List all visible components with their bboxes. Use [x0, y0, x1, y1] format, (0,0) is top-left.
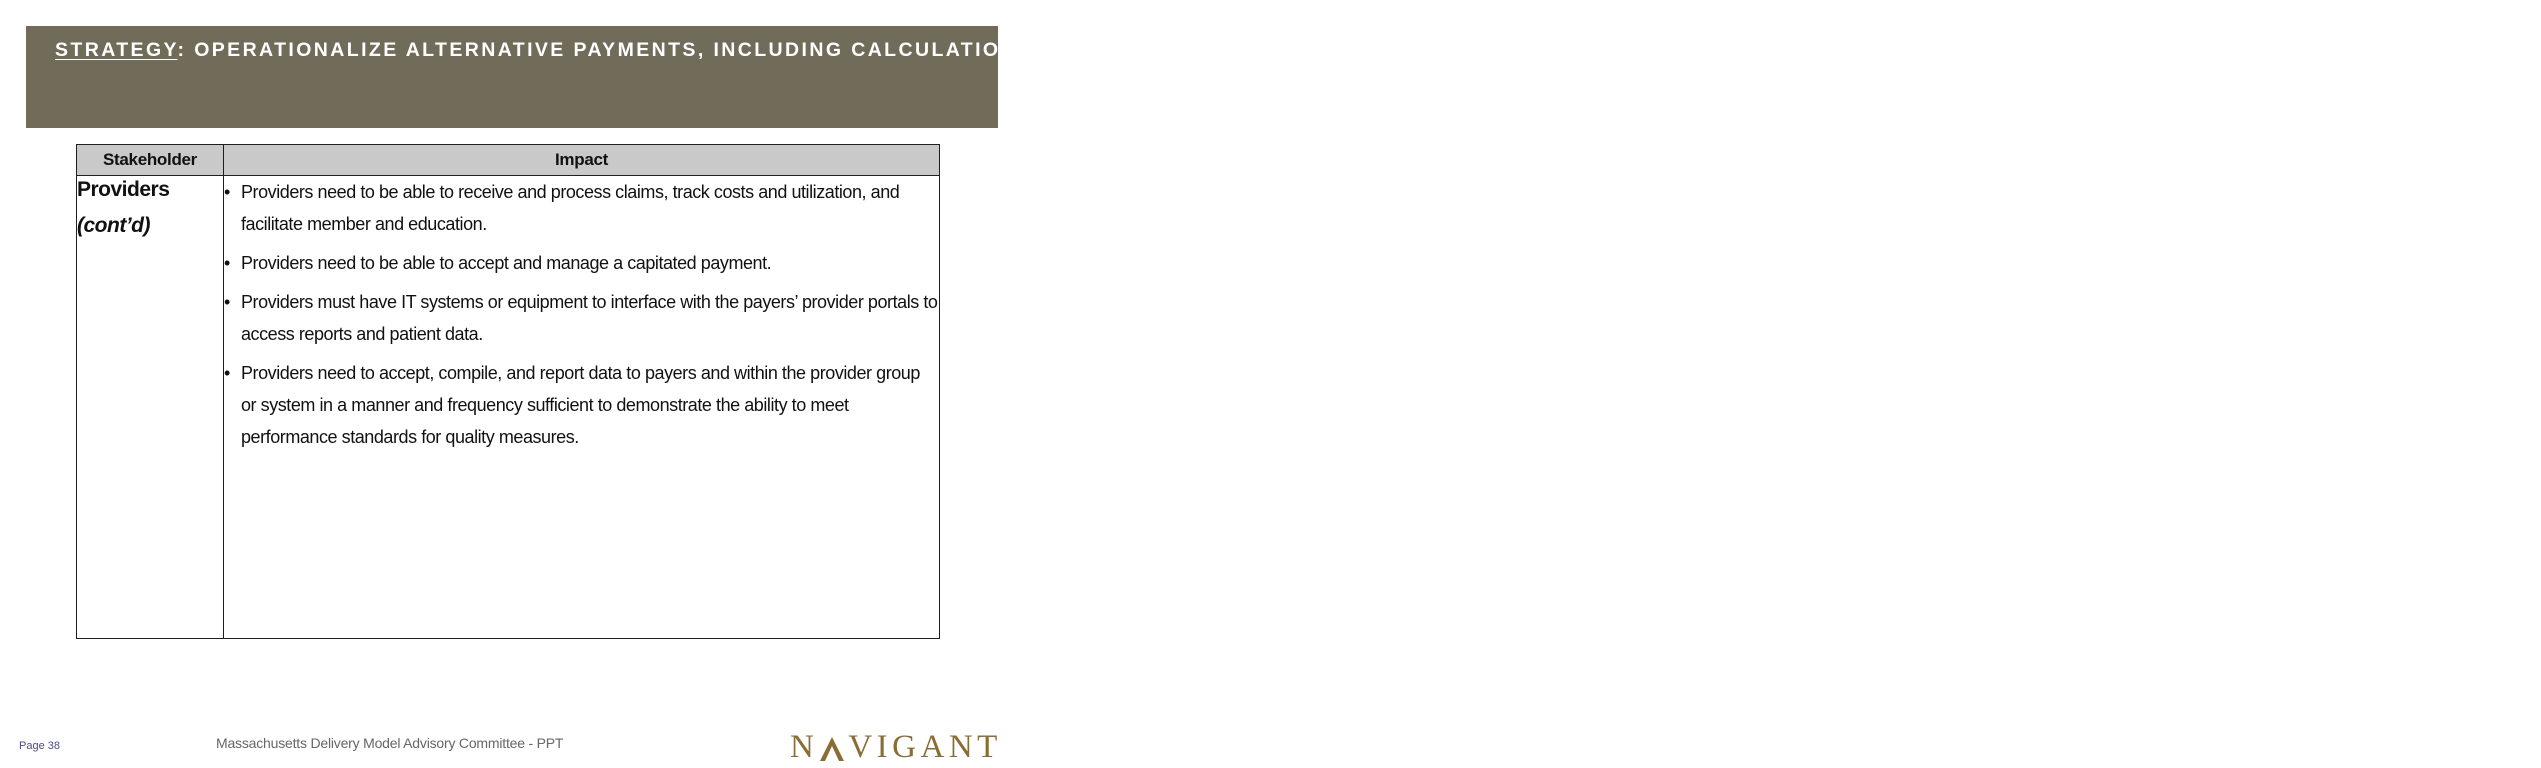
chevron-a-icon [819, 736, 845, 762]
stakeholder-column-header: Stakeholder [77, 145, 224, 176]
table-row [77, 176, 940, 639]
logo-text-end: VIGANT [848, 729, 1002, 765]
navigant-logo [790, 724, 1002, 764]
slide-title-banner [26, 26, 2541, 128]
logo-text-start: N [790, 729, 819, 765]
impact-bullet-item: • Providers must have IT systems or equipment to interface with the payers’ provider portals to access reports and patient data. [224, 286, 939, 350]
stakeholder-cell [77, 176, 224, 639]
impact-cell [224, 176, 940, 639]
impact-bullet-item: • Providers need to be able to accept and manage a capitated payment. [224, 247, 939, 279]
slide-title [55, 35, 2541, 65]
slide-title-prefix: STRATEGY [55, 39, 178, 61]
stakeholder-impact-table [76, 144, 940, 639]
impact-bullet-item: • Providers need to accept, compile, and report data to payers and within the provider group or system in a manner and frequency sufficient to demonstrate the ability to meet performance standards for quality measures. [224, 357, 939, 453]
footer-caption: Massachusetts Delivery Model Advisory Committee - PPT [216, 735, 564, 751]
table-header-row [77, 145, 940, 176]
impact-bullet-item: • Providers need to be able to receive and process claims, track costs and utilization, and facilitate member and education. [224, 176, 939, 240]
slide-title-text: : OPERATIONALIZE ALTERNATIVE PAYMENTS, INCLUDING CALCULATION AND PAYMENT OF SHARED SAVINGS, QUALITY INCENTIVE PAYMENTS, CAPITATED PAYMENTS, AND OTHER PAYMENT STRUCTURES [177, 39, 2541, 61]
stakeholder-name: Providers [77, 178, 170, 201]
impact-column-header: Impact [224, 145, 940, 176]
page-number: Page 38 [19, 740, 60, 752]
impact-bullet-list [224, 176, 939, 453]
stakeholder-continued-note: (cont’d) [77, 214, 150, 237]
